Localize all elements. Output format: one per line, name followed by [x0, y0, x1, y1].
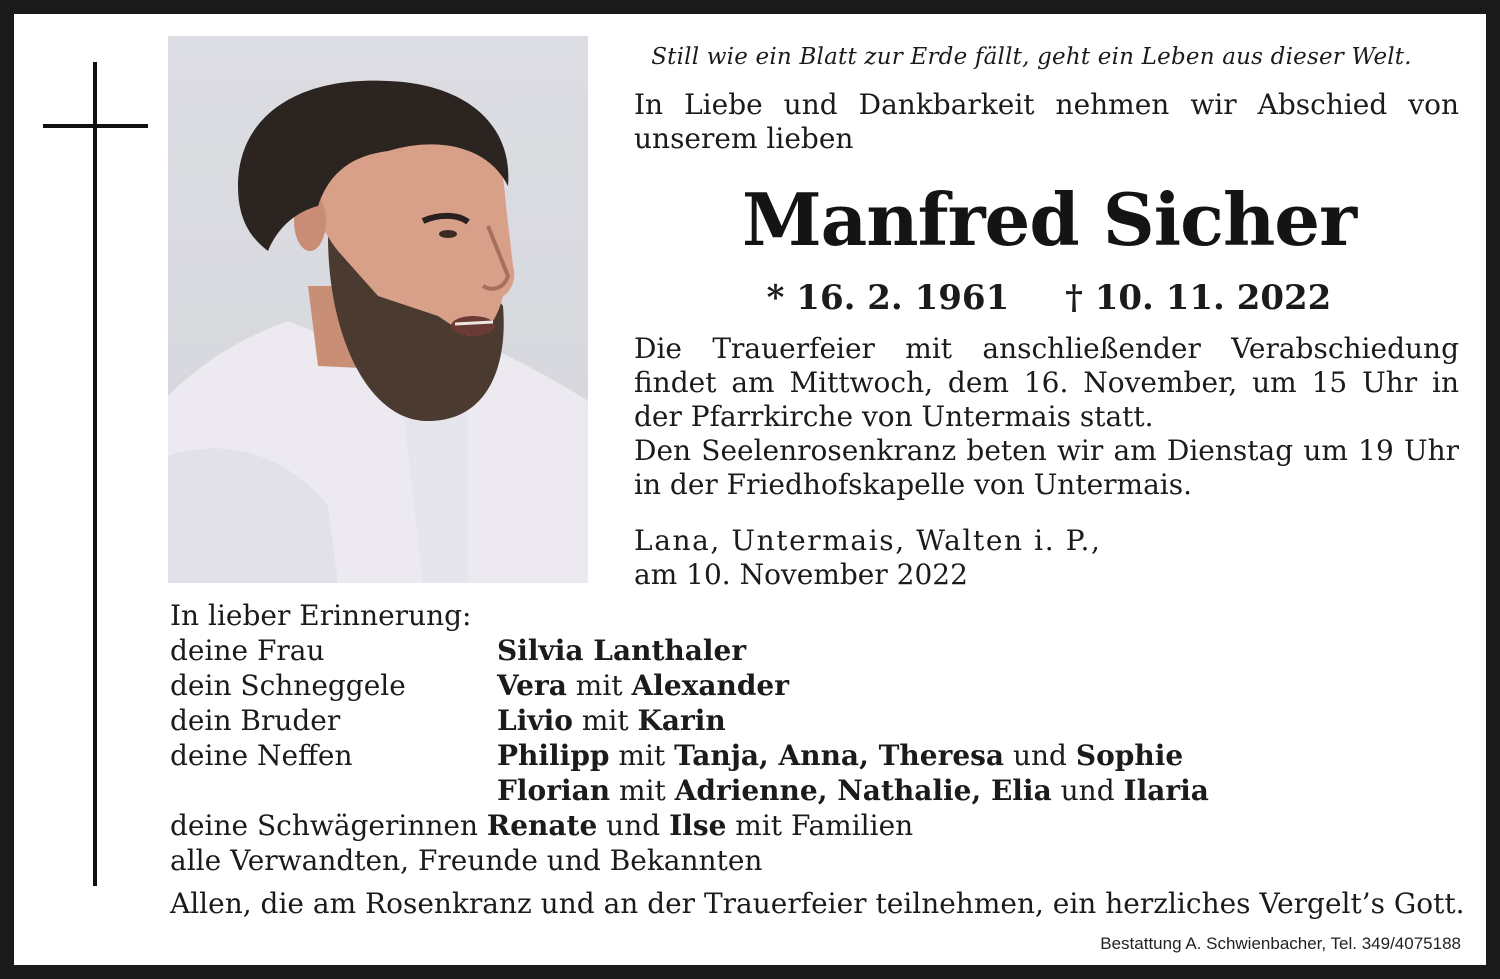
- list-item: [170, 738, 1470, 773]
- list-item: [170, 808, 1470, 843]
- funeral-home-footer: Bestattung A. Schwienbacher, Tel. 349/4075188: [1100, 934, 1461, 953]
- relation-label: deine Neffen: [170, 739, 353, 772]
- relation-label: dein Bruder: [170, 704, 341, 737]
- life-dates: [604, 278, 1494, 318]
- place-and-date: [634, 524, 1459, 592]
- mourner-names: Vera mit Alexander: [497, 669, 789, 702]
- relation-label: alle Verwandten, Freunde und Bekannten: [170, 844, 763, 877]
- cross-icon-vertical: [93, 62, 97, 886]
- cross-icon-horizontal: [43, 124, 148, 128]
- funeral-service-text: Die Trauerfeier mit anschließender Verabschiedung findet am Mittwoch, dem 16. November, um 15 Uhr in der Pfarrkirche von Untermais statt.: [634, 332, 1459, 433]
- portrait-photo: [168, 36, 588, 583]
- mourner-name: Silvia Lanthaler: [497, 634, 747, 667]
- list-item: [170, 703, 1470, 738]
- birth-date: * 16. 2. 1961: [766, 278, 1010, 318]
- mourner-names: deine Schwägerinnen Renate und Ilse mit Familien: [170, 809, 914, 842]
- list-item: [170, 843, 1470, 878]
- relation-label: dein Schneggele: [170, 669, 406, 702]
- place-line: Lana, Untermais, Walten i. P.,: [634, 524, 1102, 557]
- mourner-names: Florian mit Adrienne, Nathalie, Elia und Ilaria: [497, 774, 1209, 807]
- rosary-text: Den Seelenrosenkranz beten wir am Dienstag um 19 Uhr in der Friedhofskapelle von Untermais.: [634, 434, 1459, 501]
- mourners-list: [170, 598, 1470, 878]
- death-date: † 10. 11. 2022: [1065, 278, 1332, 318]
- mourners-heading: In lieber Erinnerung:: [170, 599, 472, 632]
- relation-label: deine Frau: [170, 634, 325, 667]
- mourner-names: Livio mit Karin: [497, 704, 726, 737]
- list-item: [170, 668, 1470, 703]
- thanks-text: Allen, die am Rosenkranz und an der Trauerfeier teilnehmen, ein herzliches Vergelt’s Gott.: [170, 887, 1465, 920]
- intro-text: In Liebe und Dankbarkeit nehmen wir Abschied von unserem lieben: [634, 88, 1459, 155]
- motto-line: Still wie ein Blatt zur Erde fällt, geht ein Leben aus dieser Welt.: [651, 44, 1412, 70]
- ceremony-info: [634, 332, 1459, 502]
- list-item: [170, 633, 1470, 668]
- mourner-names: Philipp mit Tanja, Anna, Theresa und Sophie: [497, 739, 1184, 772]
- deceased-name: Manfred Sicher: [741, 177, 1357, 262]
- list-item: [170, 773, 1470, 808]
- date-line: am 10. November 2022: [634, 558, 968, 591]
